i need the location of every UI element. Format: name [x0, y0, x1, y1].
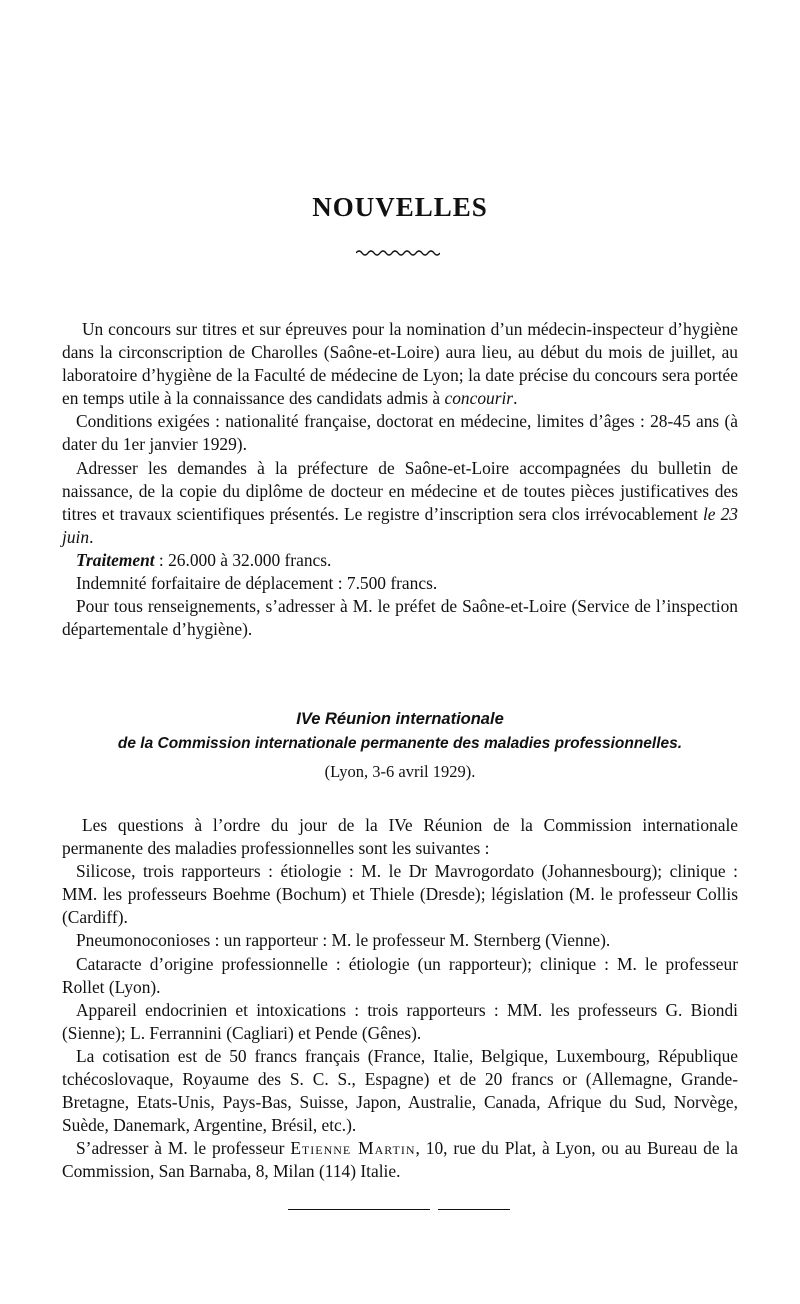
paragraph: Cataracte d’origine professionnelle : étiologie (un rapporteur); clinique : M. le professeur Rollet (Lyon).	[62, 953, 738, 997]
paragraph: Pneumonoconioses : un rapporteur : M. le professeur M. Sternberg (Vienne).	[76, 930, 611, 951]
paragraph: Les questions à l’ordre du jour de la IVe Réunion de la Commission internationale permanente des maladies professionnelles sont les suivantes :	[62, 815, 738, 859]
paragraph: Conditions exigées : nationalité française, doctorat en médecine, limites d’âges : 28-45 ans (à dater du 1er janvier 1929).	[62, 411, 738, 455]
dateline: (Lyon, 3-6 avril 1929).	[324, 762, 476, 781]
paragraph: Adresser les demandes à la préfecture de Saône-et-Loire accompagnées du bulletin de naissance, de la copie du diplôme de docteur en médecine et de toutes pièces justificatives des titres et travaux scientifiques présentés. Le registre d’inscription sera clos irrévocablement le 23 juin.	[62, 457, 738, 547]
announcement-concours	[62, 318, 738, 641]
page-title: NOUVELLES	[312, 192, 488, 222]
author-name: Etienne Martin	[290, 1138, 416, 1159]
divider-rule-left	[288, 1209, 430, 1210]
italic-text: Traitement	[76, 549, 155, 570]
paragraph: Traitement : 26.000 à 32.000 francs.	[76, 549, 332, 570]
divider-rule-right	[438, 1209, 510, 1210]
announcement-reunion	[62, 814, 738, 1184]
paragraph: Silicose, trois rapporteurs : étiologie : M. le Dr Mavrogordato (Johannesbourg); clinique : MM. les professeurs Boehme (Bochum) et Thiele (Dresde); législation (M. le professeur Collis (Cardiff).	[62, 861, 738, 928]
section-subheading: de la Commission internationale permanente des maladies professionnelles.	[117, 735, 683, 752]
paragraph: S’adresser à M. le professeur Etienne Martin, 10, rue du Plat, à Lyon, ou au Bureau de la Commission, San Barnaba, 8, Milan (114) Italie.	[62, 1138, 738, 1182]
section-heading: IVe Réunion internationale	[296, 710, 504, 728]
paragraph: Un concours sur titres et sur épreuves pour la nomination d’un médecin-inspecteur d’hygiène dans la circonscription de Charolles (Saône-et-Loire) aura lieu, au début du mois de juillet, au laboratoire d’hygiène de la Faculté de médecine de Lyon; la date précise du concours sera portée en temps utile à la connaissance des candidats admis à concourir.	[62, 319, 738, 409]
paragraph: La cotisation est de 50 francs français (France, Italie, Belgique, Luxembourg, République tchécoslovaque, Royaume des S. C. S., Espagne) et de 20 francs or (Allemagne, Grande-Bretagne, Etats-Unis, Pays-Bas, Suisse, Japon, Australie, Canada, Afrique du Sud, Norvège, Suède, Danemark, Argentine, Brésil, etc.).	[62, 1045, 738, 1136]
ornament-squiggle	[356, 248, 440, 258]
paragraph: Indemnité forfaitaire de déplacement : 7.500 francs.	[76, 573, 438, 594]
paragraph: Appareil endocrinien et intoxications : trois rapporteurs : MM. les professeurs G. Biondi (Sienne); L. Ferrannini (Cagliari) et Pende (Gênes).	[62, 999, 738, 1043]
italic-text: le 23 juin	[62, 503, 738, 547]
italic-text: concourir	[444, 388, 514, 409]
paragraph: Pour tous renseignements, s’adresser à M. le préfet de Saône-et-Loire (Service de l’inspection départementale d’hygiène).	[62, 596, 738, 640]
